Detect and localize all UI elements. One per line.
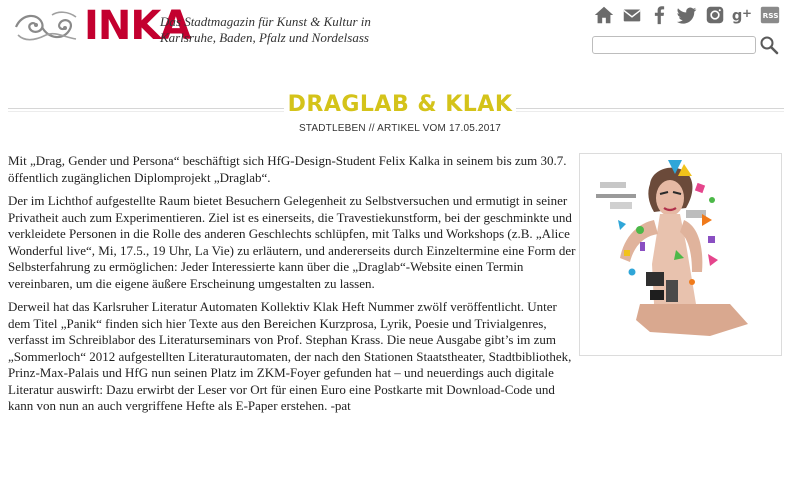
instagram-icon[interactable]: [703, 3, 727, 27]
twitter-icon[interactable]: [675, 3, 699, 27]
social-icon-bar: [592, 3, 782, 27]
svg-text:+: +: [742, 5, 753, 20]
tagline-line-2: Karlsruhe, Baden, Pfalz und Nordelsass: [160, 30, 369, 45]
article-paragraph-1: Mit „Drag, Gender und Persona“ beschäftigt sich HfG-Design-Student Felix Kalka in seinem bis zum 30.7. öffentlich zugänglichen Diplomprojekt „Draglab“.: [8, 153, 567, 185]
logo-ornament-icon[interactable]: [12, 9, 82, 45]
article-paragraph-3: Derweil hat das Karlsruher Literatur Automaten Kollektiv Klak Heft Nummer zwölf veröffentlicht. Unter dem Titel „Panik“ finden sich hier Texte aus den Bereichen Kurzprosa, Lyrik, Poesie und Trivialgenres, verfasst im Schreiblabor des Literaturseminars von Prof. Stephan Krass. Die neue Ausgabe gibt’s im zum „Sommerloch“ 2012 aufgestellten Literaturautomaten, der nach den Stationen Staatstheater, Stadtbibliothek, Prinz-Max-Palais und HfG nun seinen Platz im ZKM-Foyer gefunden hat – und neuerdings auch digitale Literatur auswirft: Dazu erwirbt der Leser vor Ort für einen Euro eine Postkarte mit Download-Code und kann von nun an auch vergriffene Hefte als E-Paper erstehen. -pat: [8, 299, 572, 413]
mail-icon[interactable]: [620, 3, 644, 27]
googleplus-icon[interactable]: [731, 3, 755, 27]
site-logo[interactable]: INKA: [84, 3, 191, 49]
svg-text:RSS: RSS: [762, 11, 779, 21]
article-paragraph-2: Der im Lichthof aufgestellte Raum bietet Besuchern Gelegenheit zu Selbstversuchen und ermutigt in seiner Privatheit auch zum Experimentieren. Ziel ist es einerseits, die Travestiekunstform, bei der geschminkte und verkleidete Personen in die Rolle des anderen Geschlechts schlüpfen, mit Talks und Workshops (z.B. „Alice Wonderful live“, Mi, 17.5., 19 Uhr, La Vie) zu erläutern, und andererseits durch Einzeltermine eine Form der Selbsterfahrung zu ermöglichen: Jeder Interessierte kann über die „Draglab“-Website einen Termin vereinbaren, um die eigene äußere Erscheinung umgestalten zu lassen.: [8, 193, 576, 291]
tagline-line-1: Das Stadtmagazin für Kunst & Kultur in: [160, 14, 371, 29]
search-area: [592, 35, 782, 55]
site-tagline: [160, 14, 400, 46]
article-meta: STADTLEBEN // ARTIKEL VOM 17.05.2017: [298, 123, 502, 134]
article-body: [8, 153, 578, 422]
article-title: DRAGLAB & KLAK: [284, 92, 517, 117]
search-icon[interactable]: [759, 35, 779, 55]
facebook-icon[interactable]: [647, 3, 671, 27]
article-title-wrap: [0, 92, 800, 117]
site-header: [0, 0, 800, 70]
search-input[interactable]: [592, 36, 756, 54]
svg-text:g: g: [732, 7, 743, 25]
rss-icon[interactable]: [758, 3, 782, 27]
home-icon[interactable]: [592, 3, 616, 27]
article-image-illustration: [580, 154, 781, 355]
article-image[interactable]: [579, 153, 782, 356]
